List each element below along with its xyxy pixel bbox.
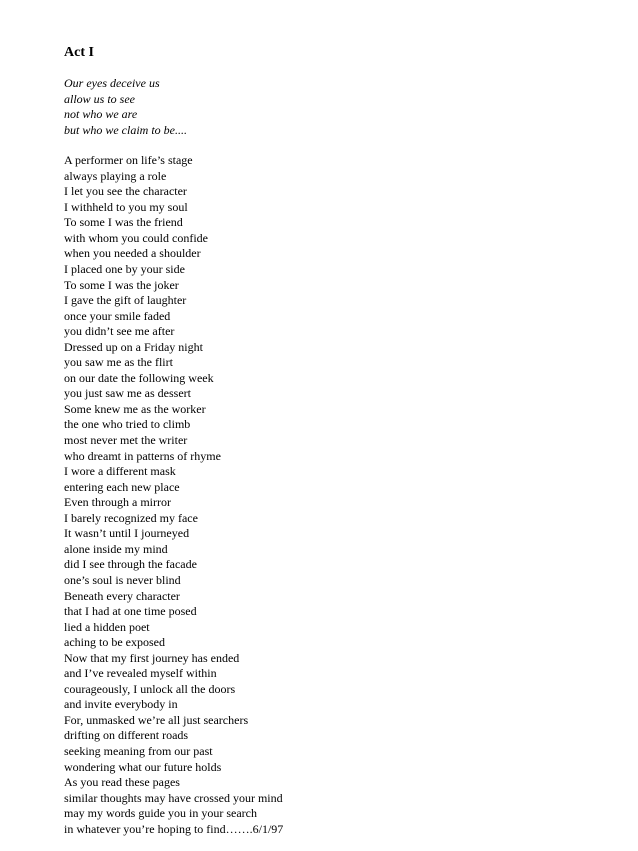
- poem-line: Some knew me as the worker: [64, 401, 206, 416]
- poem-line: and I’ve revealed myself within: [64, 666, 217, 681]
- poem-line: you just saw me as dessert: [64, 386, 191, 401]
- poem-line: To some I was the friend: [64, 215, 183, 230]
- poem-line: who dreamt in patterns of rhyme: [64, 448, 221, 463]
- epigraph-line: but who we claim to be....: [64, 122, 187, 137]
- poem-line: in whatever you’re hoping to find…….6/1/97: [64, 821, 284, 836]
- poem-line: wondering what our future holds: [64, 759, 222, 774]
- stanza-gap: [64, 138, 604, 153]
- poem-line: Dressed up on a Friday night: [64, 339, 203, 354]
- poem-line: To some I was the joker: [64, 277, 179, 292]
- document-title: Act I: [64, 45, 94, 60]
- poem-line: similar thoughts may have crossed your mind: [64, 790, 283, 805]
- poem-line: entering each new place: [64, 479, 180, 494]
- poem-line: aching to be exposed: [64, 635, 165, 650]
- poem-line: I gave the gift of laughter: [64, 293, 187, 308]
- document-page: [64, 44, 604, 837]
- poem-line: lied a hidden poet: [64, 619, 150, 634]
- poem-line: I withheld to you my soul: [64, 199, 188, 214]
- poem-line: As you read these pages: [64, 775, 180, 790]
- poem-line: one’s soul is never blind: [64, 572, 181, 587]
- poem-line: I barely recognized my face: [64, 510, 198, 525]
- poem-line: Even through a mirror: [64, 495, 171, 510]
- poem-line: always playing a role: [64, 168, 167, 183]
- poem-line: on our date the following week: [64, 370, 214, 385]
- epigraph: [64, 76, 604, 138]
- poem-line: the one who tried to climb: [64, 417, 191, 432]
- epigraph-line: Our eyes deceive us: [64, 76, 160, 90]
- poem-line: you saw me as the flirt: [64, 355, 173, 370]
- poem-body: [64, 153, 604, 837]
- poem-line: seeking meaning from our past: [64, 743, 213, 758]
- poem-line: Now that my first journey has ended: [64, 650, 240, 665]
- poem-line: did I see through the facade: [64, 557, 197, 572]
- poem-line: alone inside my mind: [64, 541, 168, 556]
- poem-line: may my words guide you in your search: [64, 806, 257, 821]
- poem-line: once your smile faded: [64, 308, 171, 323]
- poem-line: Beneath every character: [64, 588, 180, 603]
- poem-line: I wore a different mask: [64, 464, 176, 479]
- epigraph-line: allow us to see: [64, 91, 135, 106]
- poem-line: when you needed a shoulder: [64, 246, 201, 261]
- poem-line: For, unmasked we’re all just searchers: [64, 712, 249, 727]
- poem-line: A performer on life’s stage: [64, 153, 193, 168]
- poem-line: that I had at one time posed: [64, 604, 197, 619]
- poem-line: and invite everybody in: [64, 697, 178, 712]
- epigraph-line: not who we are: [64, 107, 138, 122]
- poem-line: most never met the writer: [64, 433, 188, 448]
- poem-line: drifting on different roads: [64, 728, 189, 743]
- poem-line: courageously, I unlock all the doors: [64, 681, 236, 696]
- poem-line: I let you see the character: [64, 184, 187, 199]
- poem-line: with whom you could confide: [64, 230, 208, 245]
- poem-line: It wasn’t until I journeyed: [64, 526, 190, 541]
- poem-line: you didn’t see me after: [64, 324, 175, 339]
- poem-line: I placed one by your side: [64, 262, 185, 277]
